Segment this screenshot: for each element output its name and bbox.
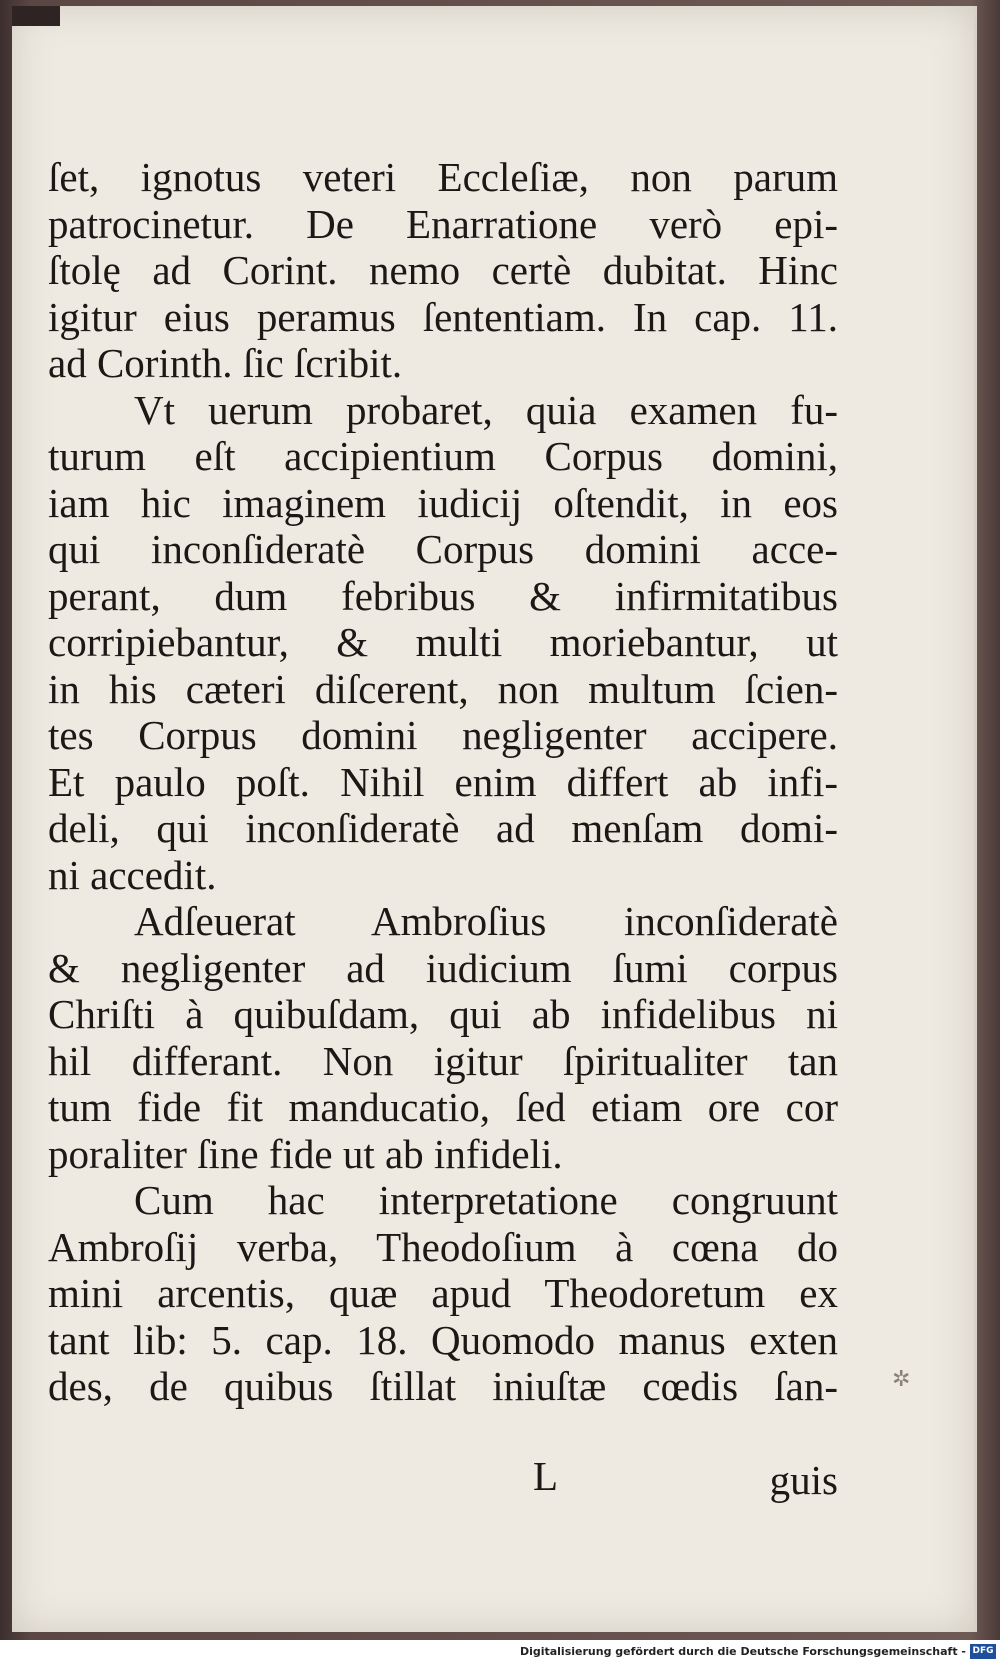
text-line-9: qui inconſideratè Corpus domini acce- [48, 526, 838, 572]
text-line-13: tes Corpus domini negligenter accipere. [48, 712, 838, 758]
text-line-14: Et paulo poſt. Nihil enim differt ab infi- [48, 758, 838, 805]
text-line-25: mini arcentis, quæ apud Theodoretum ex [48, 1270, 838, 1316]
text-line-24: Ambroſij verba, Theodoſium à cœna do [48, 1223, 838, 1270]
body-text [48, 154, 838, 1410]
text-line-18: & negligenter ad iudicium ſumi corpus [48, 944, 838, 991]
text-line-16: ni accedit. [48, 851, 217, 898]
signature-mark: L [533, 1453, 559, 1499]
text-line-8: iam hic imaginem iudicij oſtendit, in eos [48, 479, 838, 526]
text-line-4: igitur eius peramus ſententiam. In cap. 11. [48, 293, 838, 340]
text-line-6: Vt uerum probaret, quia examen fu- [134, 386, 838, 433]
text-line-12: in his cæteri diſcerent, non multum ſcien- [48, 665, 838, 712]
margin-smudge: ✲ [892, 1366, 911, 1391]
text-line-2: patrocinetur. De Enarratione verò epi- [48, 200, 838, 247]
text-line-20: hil differant. Non igitur ſpiritualiter tan [48, 1037, 838, 1084]
text-line-3: ſtolę ad Corint. nemo certè dubitat. Hinc [48, 247, 838, 293]
book-page [12, 6, 977, 1632]
text-line-27: des, de quibus ſtillat iniuſtæ cœdis ſan- [48, 1363, 838, 1409]
text-line-11: corripiebantur, & multi moriebantur, ut [48, 619, 838, 665]
text-line-17: Adſeuerat Ambroſius inconſideratè [134, 898, 838, 944]
page-corner-shadow [12, 6, 60, 26]
text-line-19: Chriſti à quibuſdam, qui ab infidelibus ni [48, 991, 838, 1037]
dfg-logo-icon: DFG [970, 1644, 996, 1659]
text-line-5: ad Corinth. ſic ſcribit. [48, 340, 403, 386]
text-line-7: turum eſt accipientium Corpus domini, [48, 433, 838, 479]
digitization-footer [0, 1640, 1000, 1665]
text-line-23: Cum hac interpretatione congruunt [134, 1177, 838, 1223]
text-line-1: ſet, ignotus veteri Eccleſiæ, non parum [48, 154, 838, 200]
text-line-10: perant, dum febribus & infirmitatibus [48, 572, 838, 619]
text-line-26: tant lib: 5. cap. 18. Quomodo manus exten [48, 1316, 838, 1363]
text-line-22: poraliter ſine fide ut ab infideli. [48, 1130, 563, 1177]
text-line-21: tum fide fit manducatio, ſed etiam ore cor [48, 1084, 838, 1130]
catchword: guis [769, 1457, 838, 1503]
text-line-15: deli, qui inconſideratè ad menſam domi- [48, 805, 838, 851]
dfg-credit-text: Digitalisierung gefördert durch die Deutsche Forschungsgemeinschaft - [519, 1645, 966, 1658]
page-footer-row [48, 1452, 838, 1502]
